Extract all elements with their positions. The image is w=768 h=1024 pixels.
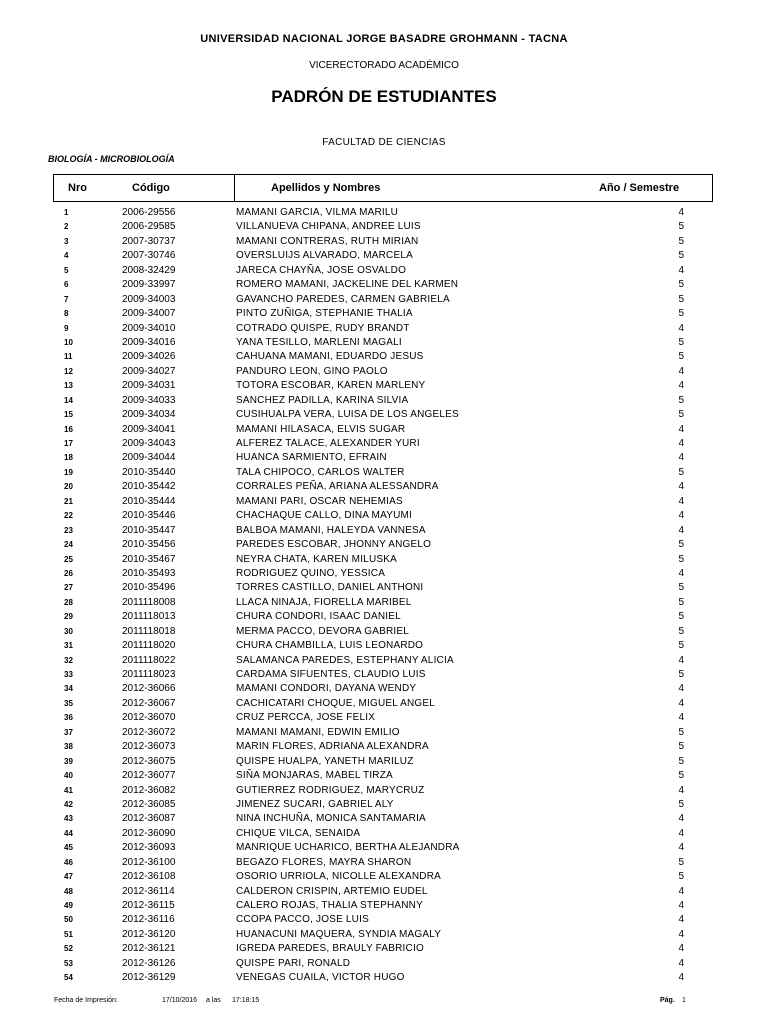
student-code: 2009-34026 [122,351,176,363]
row-number: 9 [64,323,69,333]
student-semester: 5 [678,798,684,810]
student-name: CHACHAQUE CALLO, DINA MAYUMI [236,510,413,522]
row-number: 47 [64,872,73,882]
student-code: 2010-35440 [122,466,176,478]
student-semester: 4 [678,207,684,218]
student-name: OSORIO URRIOLA, NICOLLE ALEXANDRA [236,871,441,883]
student-name: CUSIHUALPA VERA, LUISA DE LOS ANGELES [236,409,459,421]
student-name: CALERO ROJAS, THALIA STEPHANNY [236,900,423,911]
student-code: 2011118018 [122,625,176,637]
student-name: SIÑA MONJARAS, MABEL TIRZA [236,770,393,782]
student-name: MANRIQUE UCHARICO, BERTHA ALEJANDRA [236,842,460,854]
table-row [0,841,768,855]
student-code: 2009-34043 [122,438,176,449]
row-number: 38 [64,742,73,752]
student-code: 2009-34033 [122,394,176,406]
student-name: SANCHEZ PADILLA, KARINA SILVIA [236,394,409,406]
table-row [0,423,768,437]
row-number: 43 [64,814,73,824]
student-semester: 4 [678,438,684,449]
career-label: BIOLOGÍA - MICROBIOLOGÍA [48,154,175,164]
table-row [0,408,768,422]
table-row [0,394,768,408]
student-semester: 5 [678,279,684,291]
student-name: HUANACUNI MAQUERA, SYNDIA MAGALY [236,928,442,940]
print-at-label: a las [206,997,221,1004]
student-code: 2012-36114 [122,885,175,897]
student-list [0,206,768,986]
row-number: 18 [64,453,73,463]
student-code: 2012-36100 [122,856,176,868]
column-header-nombres: Apellidos y Nombres [271,182,381,194]
student-name: NINA INCHUÑA, MONICA SANTAMARIA [236,813,426,825]
student-semester: 4 [678,842,684,854]
student-code: 2006-29556 [122,207,176,218]
table-row [0,827,768,841]
student-semester: 4 [678,885,684,897]
student-name: TORRES CASTILLO, DANIEL ANTHONI [236,582,424,594]
student-code: 2010-35493 [122,567,176,579]
table-row [0,480,768,494]
row-number: 28 [64,597,73,607]
student-name: MAMANI HILASACA, ELVIS SUGAR [236,423,406,435]
student-semester: 4 [678,510,684,522]
student-semester: 5 [678,235,684,247]
student-name: MARIN FLORES, ADRIANA ALEXANDRA [236,741,429,753]
row-number: 23 [64,525,73,535]
student-name: CARDAMA SIFUENTES, CLAUDIO LUIS [236,669,426,680]
table-row [0,553,768,567]
student-semester: 4 [678,957,684,969]
student-code: 2009-34041 [122,423,176,435]
student-code: 2010-35456 [122,539,176,551]
row-number: 1 [64,208,69,217]
student-semester: 5 [678,221,684,233]
table-row [0,769,768,783]
student-name: RODRIGUEZ QUINO, YESSICA [236,567,386,579]
student-name: MERMA PACCO, DEVORA GABRIEL [236,625,410,637]
row-number: 22 [64,511,73,521]
student-semester: 4 [678,813,684,825]
student-semester: 5 [678,553,684,565]
student-name: CHURA CONDORI, ISAAC DANIEL [236,611,401,623]
row-number: 19 [64,467,73,477]
row-number: 27 [64,583,73,593]
student-name: GAVANCHO PAREDES, CARMEN GABRIELA [236,293,450,305]
table-row [0,740,768,754]
student-name: QUISPE PARI, RONALD [236,957,351,969]
table-row [0,235,768,249]
student-semester: 4 [678,712,684,724]
table-row [0,451,768,465]
row-number: 12 [64,366,73,376]
student-semester: 4 [678,423,684,435]
row-number: 37 [64,727,73,737]
student-semester: 5 [678,669,684,680]
row-number: 52 [64,944,73,954]
student-code: 2009-34031 [122,380,176,392]
student-code: 2012-36082 [122,784,176,796]
student-name: CCOPA PACCO, JOSE LUIS [236,914,369,926]
table-row [0,437,768,451]
student-semester: 4 [678,322,684,334]
student-semester: 4 [678,972,684,984]
student-code: 2008-32429 [122,264,176,276]
table-row [0,755,768,769]
student-code: 2012-36115 [122,900,175,911]
student-semester: 5 [678,611,684,623]
student-name: VILLANUEVA CHIPANA, ANDREE LUIS [236,221,421,233]
student-semester: 4 [678,683,684,695]
column-header-codigo: Código [132,182,170,194]
student-name: CAHUANA MAMANI, EDUARDO JESUS [236,351,424,363]
student-name: YANA TESILLO, MARLENI MAGALI [236,336,402,348]
vicerrectorado-label: VICERECTORADO ACADÉMICO [309,60,459,71]
table-row [0,610,768,624]
row-number: 32 [64,655,73,665]
student-semester: 4 [678,481,684,493]
row-number: 49 [64,901,73,910]
table-row [0,264,768,278]
student-name: MAMANI MAMANI, EDWIN EMILIO [236,726,400,738]
student-semester: 5 [678,741,684,753]
page-footer [0,997,768,1009]
row-number: 45 [64,843,73,853]
student-name: OVERSLUIJS ALVARADO, MARCELA [236,250,413,262]
student-semester: 5 [678,394,684,406]
table-row [0,697,768,711]
student-name: PINTO ZUÑIGA, STEPHANIE THALIA [236,308,413,320]
row-number: 13 [64,381,73,391]
row-number: 11 [64,352,73,362]
table-row [0,220,768,234]
table-row [0,365,768,379]
student-code: 2011118022 [122,654,176,666]
row-number: 30 [64,626,73,636]
student-semester: 4 [678,697,684,709]
row-number: 31 [64,641,73,651]
student-semester: 4 [678,365,684,377]
student-code: 2012-36087 [122,813,176,825]
row-number: 54 [64,973,73,983]
row-number: 25 [64,554,73,564]
student-code: 2010-35496 [122,582,176,594]
row-number: 29 [64,612,73,622]
student-name: HUANCA SARMIENTO, EFRAIN [236,452,387,464]
table-row [0,625,768,639]
student-semester: 4 [678,928,684,940]
student-name: LLACA NINAJA, FIORELLA MARIBEL [236,596,412,608]
table-row [0,322,768,336]
student-name: SALAMANCA PAREDES, ESTEPHANY ALICIA [236,654,454,666]
student-name: MAMANI CONTRERAS, RUTH MIRIAN [236,235,419,247]
row-number: 3 [64,236,69,246]
row-number: 46 [64,857,73,867]
table-row [0,206,768,220]
student-semester: 5 [678,466,684,478]
student-semester: 5 [678,596,684,608]
student-semester: 5 [678,726,684,738]
student-semester: 5 [678,755,684,767]
student-name: ROMERO MAMANI, JACKELINE DEL KARMEN [236,279,459,291]
row-number: 51 [64,929,73,939]
row-number: 8 [64,309,69,319]
student-name: TOTORA ESCOBAR, KAREN MARLENY [236,380,426,392]
student-code: 2009-34016 [122,336,176,348]
student-semester: 4 [678,900,684,911]
student-semester: 5 [678,625,684,637]
table-row [0,870,768,884]
row-number: 34 [64,684,73,694]
student-code: 2012-36073 [122,741,176,753]
student-code: 2009-34027 [122,365,176,377]
student-code: 2012-36129 [122,972,176,984]
row-number: 10 [64,337,73,347]
table-row [0,596,768,610]
row-number: 33 [64,670,73,679]
row-number: 26 [64,568,73,578]
student-semester: 5 [678,582,684,594]
student-semester: 4 [678,264,684,276]
table-row [0,249,768,263]
table-row [0,668,768,682]
column-divider [234,175,235,201]
page-number: 1 [682,997,686,1004]
student-semester: 4 [678,524,684,536]
table-header [53,174,713,202]
student-semester: 5 [678,336,684,348]
student-semester: 5 [678,856,684,868]
row-number: 42 [64,799,73,809]
student-code: 2012-36108 [122,871,176,883]
student-code: 2011118020 [122,640,176,652]
student-code: 2011118013 [122,611,176,623]
student-code: 2011118023 [122,669,176,680]
print-time: 17:18:15 [232,997,260,1004]
row-number: 17 [64,439,73,448]
student-name: CORRALES PEÑA, ARIANA ALESSANDRA [236,481,439,493]
table-row [0,957,768,971]
student-code: 2009-34003 [122,293,176,305]
student-name: CHURA CHAMBILLA, LUIS LEONARDO [236,640,424,652]
faculty-label: FACULTAD DE CIENCIAS [322,137,446,148]
student-semester: 4 [678,784,684,796]
student-name: VENEGAS CUAILA, VICTOR HUGO [236,972,405,984]
student-code: 2009-34010 [122,322,176,334]
student-code: 2012-36070 [122,712,176,724]
student-name: BEGAZO FLORES, MAYRA SHARON [236,856,412,868]
student-code: 2010-35442 [122,481,176,493]
student-semester: 4 [678,914,684,926]
row-number: 15 [64,410,73,420]
page-label: Pág. [660,997,675,1004]
student-name: TALA CHIPOCO, CARLOS WALTER [236,466,405,478]
student-code: 2012-36085 [122,798,176,810]
student-code: 2009-34044 [122,452,176,464]
student-semester: 4 [678,567,684,579]
student-name: CRUZ PERCCA, JOSE FELIX [236,712,376,724]
student-semester: 4 [678,654,684,666]
student-code: 2007-30746 [122,250,176,262]
student-name: IGREDA PAREDES, BRAULY FABRICIO [236,943,424,955]
row-number: 7 [64,294,69,304]
student-name: BALBOA MAMANI, HALEYDA VANNESA [236,524,426,536]
page-title: PADRÓN DE ESTUDIANTES [271,87,497,106]
table-row [0,654,768,668]
table-row [0,379,768,393]
student-name: NEYRA CHATA, KAREN MILUSKA [236,553,397,565]
student-semester: 5 [678,640,684,652]
row-number: 53 [64,958,73,968]
table-row [0,899,768,913]
student-code: 2010-35444 [122,495,176,507]
row-number: 6 [64,280,69,290]
column-header-nro: Nro [68,182,87,194]
row-number: 5 [64,265,69,275]
student-name: PAREDES ESCOBAR, JHONNY ANGELO [236,539,432,551]
student-code: 2012-36077 [122,770,176,782]
student-semester: 4 [678,827,684,839]
student-semester: 5 [678,250,684,262]
row-number: 39 [64,756,73,766]
student-code: 2012-36066 [122,683,176,695]
student-name: MAMANI PARI, OSCAR NEHEMIAS [236,495,403,507]
table-row [0,885,768,899]
student-code: 2010-35447 [122,524,176,536]
row-number: 36 [64,713,73,723]
row-number: 40 [64,771,73,781]
university-name: UNIVERSIDAD NACIONAL JORGE BASADRE GROHMANN - TACNA [200,33,568,45]
student-name: ALFEREZ TALACE, ALEXANDER YURI [236,438,420,449]
table-row [0,942,768,956]
table-row [0,784,768,798]
row-number: 50 [64,915,73,925]
student-code: 2011118008 [122,596,176,608]
student-code: 2010-35446 [122,510,176,522]
student-code: 2012-36075 [122,755,176,767]
table-row [0,509,768,523]
student-semester: 5 [678,351,684,363]
student-name: CALDERON CRISPIN, ARTEMIO EUDEL [236,885,428,897]
student-semester: 4 [678,495,684,507]
row-number: 21 [64,496,73,506]
student-code: 2012-36072 [122,726,176,738]
column-header-semestre: Año / Semestre [599,182,680,194]
row-number: 4 [64,251,69,261]
row-number: 24 [64,540,73,550]
student-semester: 5 [678,308,684,320]
print-date: 17/10/2016 [162,997,198,1004]
student-semester: 5 [678,871,684,883]
table-row [0,307,768,321]
row-number: 16 [64,424,73,434]
student-semester: 5 [678,770,684,782]
table-row [0,581,768,595]
student-semester: 4 [678,380,684,392]
table-row [0,971,768,985]
row-number: 14 [64,395,73,405]
table-row [0,567,768,581]
student-code: 2007-30737 [122,235,176,247]
table-row [0,711,768,725]
row-number: 2 [64,222,69,232]
table-row [0,524,768,538]
student-name: COTRADO QUISPE, RUDY BRANDT [236,322,410,334]
table-row [0,278,768,292]
student-code: 2012-36067 [122,697,176,709]
table-row [0,293,768,307]
student-name: CHIQUE VILCA, SENAIDA [236,827,361,839]
table-row [0,538,768,552]
student-name: GUTIERREZ RODRIGUEZ, MARYCRUZ [236,784,425,796]
table-row [0,495,768,509]
student-semester: 5 [678,293,684,305]
table-row [0,856,768,870]
student-code: 2009-33997 [122,279,176,291]
student-code: 2012-36116 [122,914,175,926]
student-code: 2012-36121 [122,943,176,955]
table-row [0,812,768,826]
row-number: 35 [64,698,73,708]
table-row [0,466,768,480]
student-code: 2012-36090 [122,827,176,839]
student-name: MAMANI CONDORI, DAYANA WENDY [236,683,417,695]
student-name: JARECA CHAYÑA, JOSE OSVALDO [236,264,407,276]
student-name: JIMENEZ SUCARI, GABRIEL ALY [236,798,394,810]
table-row [0,913,768,927]
student-semester: 5 [678,409,684,421]
table-row [0,726,768,740]
row-number: 20 [64,482,73,492]
table-row [0,928,768,942]
table-row [0,798,768,812]
table-row [0,682,768,696]
student-name: PANDURO LEON, GINO PAOLO [236,365,388,377]
table-row [0,336,768,350]
row-number: 41 [64,785,73,795]
table-row [0,639,768,653]
student-code: 2012-36126 [122,957,176,969]
student-code: 2012-36093 [122,842,176,854]
student-name: QUISPE HUALPA, YANETH MARILUZ [236,755,414,767]
student-name: MAMANI GARCIA, VILMA MARILU [236,207,399,218]
student-code: 2010-35467 [122,553,176,565]
row-number: 44 [64,828,73,838]
student-semester: 5 [678,539,684,551]
student-code: 2006-29585 [122,221,176,233]
student-code: 2009-34007 [122,308,176,320]
student-code: 2009-34034 [122,409,176,421]
table-row [0,350,768,364]
student-semester: 4 [678,452,684,464]
student-name: CACHICATARI CHOQUE, MIGUEL ANGEL [236,697,436,709]
student-code: 2012-36120 [122,928,176,940]
student-semester: 4 [678,943,684,955]
row-number: 48 [64,886,73,896]
print-date-label: Fecha de Impresión: [54,997,118,1004]
